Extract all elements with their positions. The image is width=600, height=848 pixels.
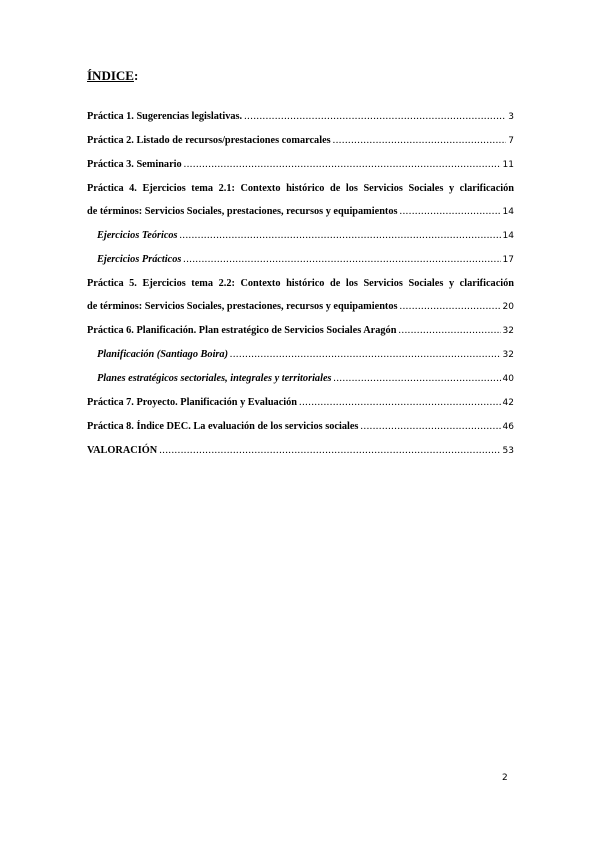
toc-entry-practica-5[interactable]: [87, 272, 514, 319]
toc-entry-ejercicios-practicos[interactable]: [87, 248, 514, 272]
toc-entry-page: 14: [502, 231, 514, 241]
table-of-contents: [87, 105, 514, 463]
toc-entry-page: 20: [502, 302, 514, 312]
toc-entry-title: Práctica 3. Seminario: [87, 159, 182, 170]
toc-entry-practica-2[interactable]: [87, 129, 514, 153]
toc-entry-page: 3: [508, 112, 514, 122]
toc-entry-page: 40: [502, 374, 514, 384]
toc-entry-practica-6[interactable]: [87, 319, 514, 343]
index-heading-colon: :: [133, 68, 139, 83]
toc-leader-dots: [230, 343, 501, 366]
toc-entry-title: Ejercicios Prácticos: [97, 254, 182, 265]
toc-leader-dots: [333, 129, 507, 152]
toc-leader-dots: [159, 439, 500, 462]
toc-leader-dots: [244, 105, 506, 128]
toc-entry-practica-7[interactable]: [87, 391, 514, 415]
toc-entry-title: Planes estratégicos sectoriales, integrales y territoriales: [97, 373, 332, 384]
toc-entry-title: Práctica 2. Listado de recursos/prestaciones comarcales: [87, 135, 331, 146]
toc-entry-practica-8[interactable]: [87, 415, 514, 439]
toc-leader-dots: [183, 248, 500, 271]
index-heading: [87, 68, 138, 84]
toc-entry-title: Práctica 1. Sugerencias legislativas.: [87, 111, 243, 122]
toc-entry-page: 42: [502, 398, 514, 408]
toc-entry-valoracion[interactable]: [87, 439, 514, 463]
toc-entry-title: Ejercicios Teóricos: [97, 230, 178, 241]
toc-entry-title: Planificación (Santiago Boira): [97, 349, 229, 360]
toc-leader-dots: [400, 200, 501, 223]
toc-entry-title: de términos: Servicios Sociales, prestaciones, recursos y equipamientos: [87, 206, 398, 217]
index-heading-text: ÍNDICE: [87, 68, 134, 83]
toc-entry-title: Práctica 7. Proyecto. Planificación y Evaluación: [87, 397, 298, 408]
toc-leader-dots: [400, 295, 501, 318]
toc-leader-dots: [180, 224, 501, 247]
toc-leader-dots: [334, 367, 501, 390]
toc-entry-title-line1: Práctica 4. Ejercicios tema 2.1: Contexto histórico de los Servicios Sociales y clarificación: [87, 183, 514, 194]
page-number: 2: [502, 773, 508, 783]
toc-entry-planificacion[interactable]: [87, 343, 514, 367]
toc-entry-title: Práctica 8. Índice DEC. La evaluación de los servicios sociales: [87, 421, 359, 432]
toc-entry-page: 17: [502, 255, 514, 265]
toc-leader-dots: [184, 153, 501, 176]
toc-leader-dots: [360, 415, 500, 438]
toc-entry-planes-estrategicos[interactable]: [87, 367, 514, 391]
toc-entry-title: de términos: Servicios Sociales, prestaciones, recursos y equipamientos: [87, 301, 398, 312]
toc-entry-page: 32: [502, 350, 514, 360]
toc-entry-title: VALORACIÓN: [87, 445, 158, 456]
toc-entry-practica-3[interactable]: [87, 153, 514, 177]
toc-entry-ejercicios-teoricos[interactable]: [87, 224, 514, 248]
toc-entry-page: 32: [502, 326, 514, 336]
toc-entry-page: 7: [508, 136, 514, 146]
toc-entry-title: Práctica 6. Planificación. Plan estratégico de Servicios Sociales Aragón: [87, 325, 397, 336]
toc-entry-page: 46: [502, 422, 514, 432]
toc-entry-page: 11: [502, 160, 514, 170]
toc-leader-dots: [398, 319, 500, 342]
toc-entry-page: 53: [502, 446, 514, 456]
toc-entry-title-line1: Práctica 5. Ejercicios tema 2.2: Contexto histórico de los Servicios Sociales y clarificación: [87, 278, 514, 289]
toc-entry-practica-1[interactable]: [87, 105, 514, 129]
toc-entry-page: 14: [502, 207, 514, 217]
toc-entry-practica-4[interactable]: [87, 177, 514, 224]
toc-leader-dots: [299, 391, 501, 414]
